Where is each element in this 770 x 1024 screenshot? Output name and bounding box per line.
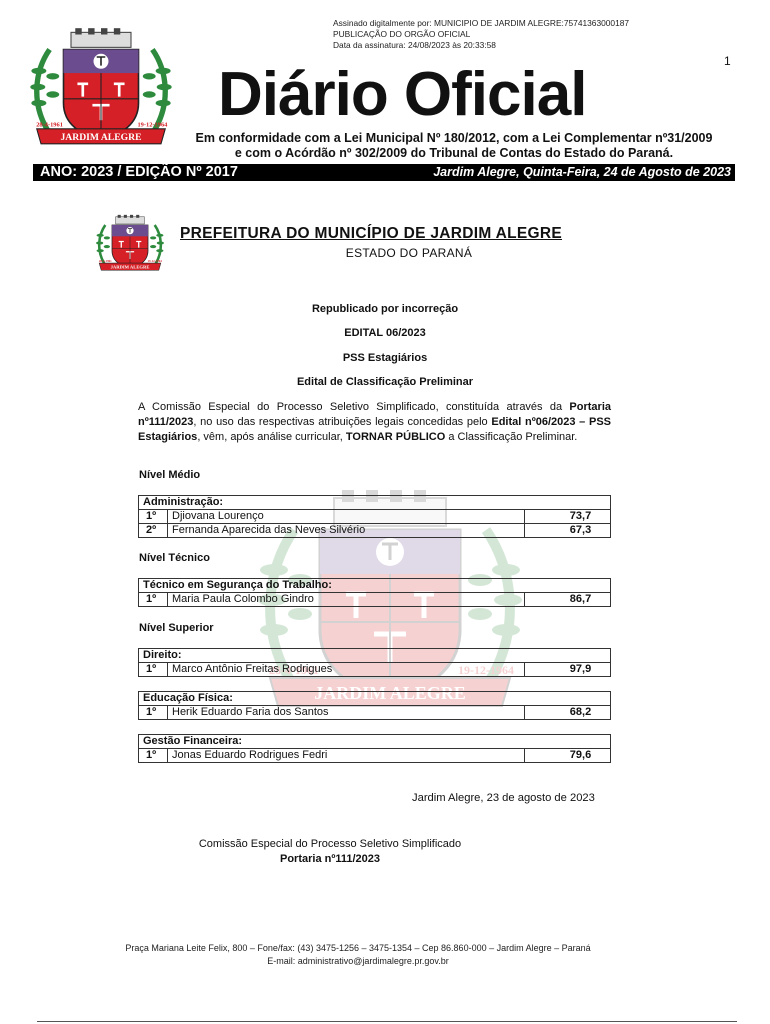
para-bold-edital: Edital nº06/2023 – PSS Estagiários — [138, 416, 611, 443]
signature-line-1: Assinado digitalmente por: MUNICIPIO DE JARDIM ALEGRE:75741363000187 — [333, 18, 630, 28]
score: 67,3 — [525, 524, 611, 538]
subtitle-line-1: Em conformidade com a Lei Municipal Nº 180/2012, com a Lei Complementar nº31/2009 — [195, 131, 713, 145]
masthead-subtitle — [180, 131, 728, 161]
para-bold-portaria: Portaria nº111/2023 — [138, 401, 611, 428]
commission-name: Comissão Especial do Processo Seletivo Simplificado — [198, 838, 462, 850]
level-medio: Nível Médio — [139, 469, 201, 481]
header-crest-logo — [26, 26, 176, 148]
level-tecnico: Nível Técnico — [139, 552, 210, 564]
position: 1º — [139, 510, 168, 524]
signature-line-3: Data da assinatura: 24/08/2023 às 20:33:58 — [333, 40, 496, 50]
candidate-name: Marco Antônio Freitas Rodrigues — [168, 663, 525, 677]
group-title: Educação Física: — [139, 692, 611, 706]
table-row — [139, 706, 611, 720]
dateline: Jardim Alegre, Quinta-Feira, 24 de Agosto de 2023 — [433, 165, 731, 179]
candidate-name: Maria Paula Colombo Gindro — [168, 593, 525, 607]
digital-signature — [333, 18, 629, 51]
score: 97,9 — [525, 663, 611, 677]
table-row — [139, 510, 611, 524]
position: 1º — [139, 593, 168, 607]
level-superior: Nível Superior — [139, 622, 214, 634]
edital-heading: Edital de Classificação Preliminar — [296, 376, 474, 388]
para-text: A Comissão Especial do Processo Seletivo Simplificado, constituída através da — [138, 401, 570, 413]
edition-label: ANO: 2023 / EDIÇÃO Nº 2017 — [40, 164, 238, 180]
table-educacao-fisica — [138, 691, 611, 720]
score: 68,2 — [525, 706, 611, 720]
commission-portaria: Portaria nº111/2023 — [279, 853, 381, 865]
subtitle-line-2: e com o Acórdão nº 302/2009 do Tribunal de Contas do Estado do Paraná. — [234, 146, 674, 160]
page-number: 1 — [724, 54, 731, 68]
masthead-title: Diário Oficial — [218, 60, 587, 129]
table-row — [139, 663, 611, 677]
table-row — [139, 749, 611, 763]
position: 1º — [139, 706, 168, 720]
edital-paragraph — [138, 400, 611, 445]
candidate-name: Fernanda Aparecida das Neves Silvério — [168, 524, 525, 538]
group-title: Gestão Financeira: — [139, 735, 611, 749]
edition-bar — [33, 164, 735, 181]
group-title: Administração: — [139, 496, 611, 510]
table-administracao — [138, 495, 611, 538]
table-tecnico-seguranca — [138, 578, 611, 607]
position: 1º — [139, 663, 168, 677]
group-title: Técnico em Segurança do Trabalho: — [139, 579, 611, 593]
para-text: , no uso das respectivas atribuições legais concedidas pelo — [193, 416, 492, 428]
para-bold-tornar: TORNAR PÚBLICO — [345, 431, 446, 443]
signature-line-2: PUBLICAÇÃO DO ORGÃO OFICIAL — [333, 29, 471, 39]
footer-email: E-mail: administrativo@jardimalegre.pr.gov.br — [267, 956, 449, 966]
table-row — [139, 524, 611, 538]
pss-title: PSS Estagiários — [342, 352, 428, 364]
footer-address: Praça Mariana Leite Felix, 800 – Fone/fax: (43) 3475-1256 – 3475-1354 – Cep 86.860-000 – Jardim Alegre – Paraná — [125, 943, 591, 953]
table-direito — [138, 648, 611, 677]
table-gestao-financeira — [138, 734, 611, 763]
prefeitura-title: PREFEITURA DO MUNICÍPIO DE JARDIM ALEGRE — [180, 225, 563, 242]
republicado-note: Republicado por incorreção — [311, 303, 459, 315]
prefeitura-subtitle: ESTADO DO PARANÁ — [345, 246, 473, 260]
candidate-name: Djiovana Lourenço — [168, 510, 525, 524]
score: 79,6 — [525, 749, 611, 763]
group-title: Direito: — [139, 649, 611, 663]
edital-number: EDITAL 06/2023 — [344, 327, 426, 339]
candidate-name: Jonas Eduardo Rodrigues Fedri — [168, 749, 525, 763]
score: 86,7 — [525, 593, 611, 607]
score: 73,7 — [525, 510, 611, 524]
table-row — [139, 593, 611, 607]
prefeitura-crest-logo — [94, 210, 166, 276]
footer-rule — [37, 1021, 737, 1022]
position: 2º — [139, 524, 168, 538]
position: 1º — [139, 749, 168, 763]
para-text: , vêm, após análise curricular, — [197, 431, 346, 443]
para-text: a Classificação Preliminar. — [445, 431, 578, 443]
closing-date: Jardim Alegre, 23 de agosto de 2023 — [412, 792, 595, 804]
candidate-name: Herik Eduardo Faria dos Santos — [168, 706, 525, 720]
